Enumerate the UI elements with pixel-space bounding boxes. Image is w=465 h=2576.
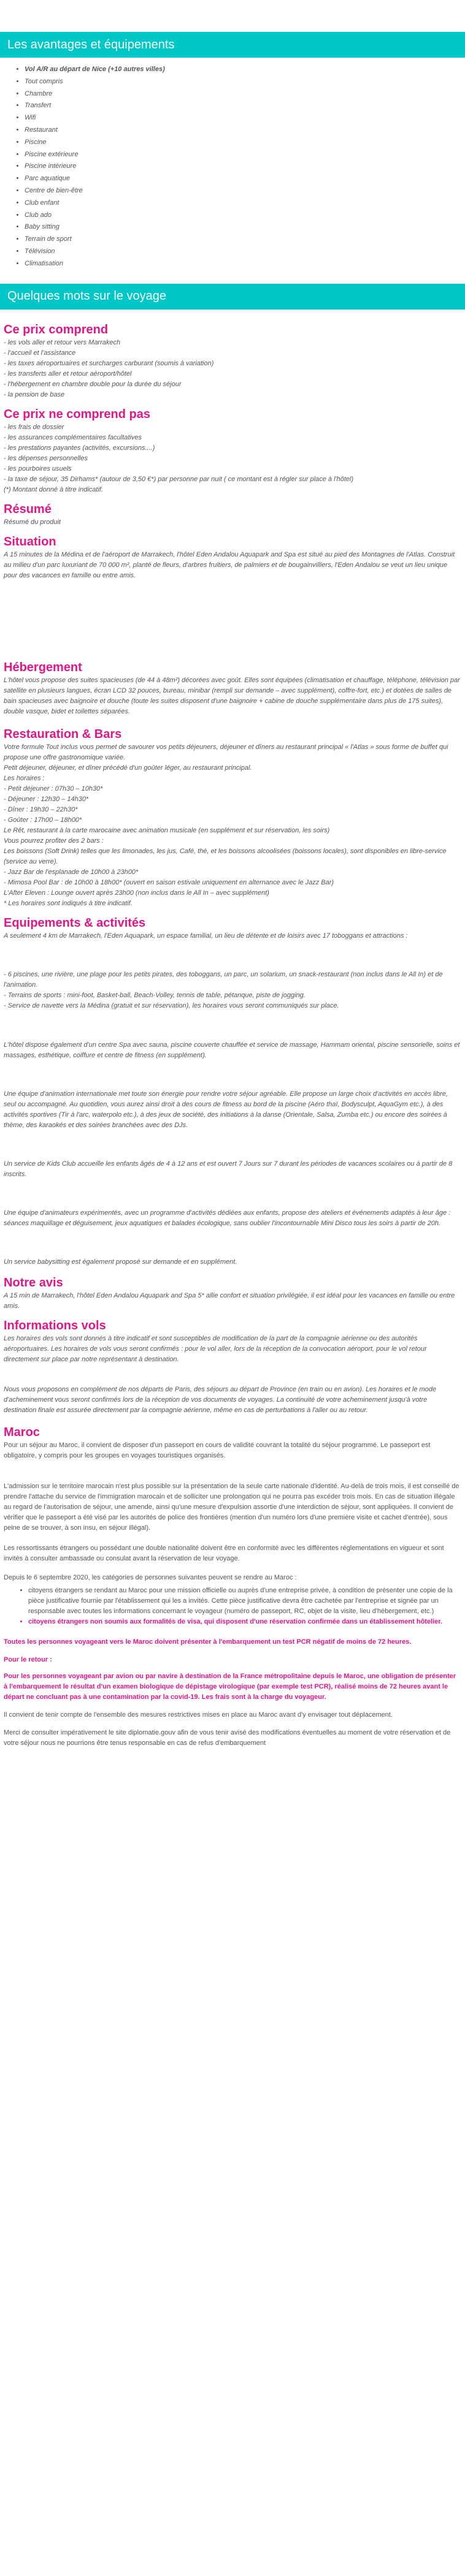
restauration-text <box>4 742 461 910</box>
voyage-content <box>0 310 465 1749</box>
info-vols-heading: Informations vols <box>4 1319 106 1333</box>
list-item: Le Rêt, restaurant à la carte marocaine avec animation musicale (en supplément et sur réservation, les soirs) <box>4 826 330 834</box>
list-item: - la taxe de séjour, 35 Dirhams* (autour de 3,50 €*) par personne par nuit ( ce montant est à régler sur place à l'hôtel) <box>4 476 354 484</box>
list-item: - les taxes aéroportuaires et surcharges carburant (soumis à variation) <box>4 359 214 367</box>
avantages-section <box>0 32 465 270</box>
list-item: - les pourboires usuels <box>4 465 72 473</box>
list-item: - Déjeuner : 12h30 – 14h30* <box>4 795 89 803</box>
avantage-item: • Piscine intérieure <box>25 161 465 173</box>
list-item: - l'hébergement en chambre double pour la durée du séjour <box>4 380 182 388</box>
avantage-item: • Centre de bien-être <box>25 185 465 197</box>
avantage-item: • Piscine extérieure <box>25 149 465 161</box>
list-item: Votre formule Tout inclus vous permet de savourer vos petits déjeuners, déjeuner et dîners au restaurant principal « l'Atlas » sous forme de buffet qui propose une offre gastronomique variée. <box>4 743 448 761</box>
avantage-item: • Terrain de sport <box>25 234 465 246</box>
diplomatie-text: Merci de consulter impérativement le site diplomatie.gouv afin de vous tenir avisé des modifications éventuelles au moment de votre réservation et de votre séjour nous ne pourrions être tenus responsable en cas de refus d'embarquement <box>4 1729 451 1747</box>
covid-test-text: Toutes les personnes voyageant vers le Maroc doivent présenter à l'embarquement un test PCR négatif de moins de 72 heures. <box>4 1638 412 1646</box>
avantage-item: • Parc aquatique <box>25 173 465 185</box>
list-item: • citoyens étrangers non soumis aux formalités de visa, qui disposent d'une réservation confirmée dans un établissement hôtelier. <box>28 1617 461 1627</box>
list-item: - 6 piscines, une rivière, une plage pour les petits pirates, des toboggans, un parc, un solarium, un snack-restaurant (non inclus dans le All In) et de l'animation. <box>4 971 443 989</box>
list-item: - Petit déjeuner : 07h30 – 10h30* <box>4 785 103 792</box>
prix-ne-comprend-list <box>4 422 461 495</box>
avantage-item: • Piscine <box>25 137 465 149</box>
avantage-item: • Club ado <box>25 210 465 222</box>
list-item: Vous pourrez profiter des 2 bars : <box>4 837 104 845</box>
list-item: (*) Montant donné à titre indicatif. <box>4 486 104 494</box>
list-item: - Mimosa Pool Bar : de 10h00 à 18h00* (ouvert en saison estivale uniquement en alternance avec le Jazz Bar) <box>4 879 334 887</box>
list-item: - l'accueil et l'assistance <box>4 349 76 357</box>
animateurs-text: Une équipe d'animateurs expérimentés, avec un programme d'activités dédiées aux enfants, propose des ateliers et événements adaptés à leur âge : séances maquillage et déguisement, jeux aquatiques et balades écologique, sans oublier l'incontournable Mini Disco tous les soirs à partir de 20h. <box>4 1209 451 1227</box>
avantage-item: • Climatisation <box>25 258 465 270</box>
list-item: L'After Eleven : Lounge ouvert après 23h00 (non inclus dans le All In – avec supplément) <box>4 889 269 897</box>
list-item: - Service de navette vers la Médina (gratuit et sur réservation), les horaires vous seront communiqués sur place. <box>4 1002 339 1010</box>
list-item: • citoyens étrangers se rendant au Maroc pour une mission officielle ou auprès d'une entreprise privée, à condition de présenter une copie de la pièce justificative fournie par l'établissement qui les a invités. Cette pièce justificative devra être cachetée par l'entreprise et signée par un responsable avec toutes les informations concernant le voyageur (numéro de passeport, RC, objet de la visite, lieu d'hébergement, etc.) <box>28 1586 461 1617</box>
list-item: Petit déjeuner, déjeuner, et dîner précédé d'un goûter léger, au restaurant principal. <box>4 764 252 772</box>
situation-text: A 15 minutes de la Médina et de l'aéroport de Marrakech, l'hôtel Eden Andalou Aquapark and Spa est situé au pied des Montagnes de l'Atlas. Construit au milieu d'un parc luxuriant de 70 000 m², planté de fleurs, d'arbres fruitiers, de palmiers et de bougainvilliers, l'Eden Andalou se veut un lieu unique pour des vacances en famille ou entre amis. <box>4 551 455 580</box>
resume-heading: Résumé <box>4 503 52 517</box>
avantage-item: • Wifi <box>25 112 465 124</box>
avantage-item: • Tout compris <box>25 76 465 88</box>
kids-club-text: Un service de Kids Club accueille les enfants âgés de 4 à 12 ans et est ouvert 7 Jours sur 7 durant les périodes de vacances scolaires ou à partir de 8 inscrits. <box>4 1160 453 1178</box>
retour-text: Pour les personnes voyageant par avion ou par navire à destination de la France métropolitaine depuis le Maroc, une obligation de présenter à l'embarquement le résultat d'un examen biologique de dépistage virologique (par exemple test PCR), réalisé moins de 72 heures avant le départ ne concluant pas à une contamination par la covid-19. Les frais sont à la charge du voyageur. <box>4 1673 456 1701</box>
restauration-heading: Restauration & Bars <box>4 727 122 741</box>
info-vols-text-2: Nous vous proposons en complément de nos départs de Paris, des séjours au départ de Province (en train ou en avion). Les horaires et le mode d'acheminement vous seront confirmés lors de la réception de vos documents de voyages. La continuité de votre acheminement jusqu'à votre destination finale est assurée directement par la compagnie aérienne, même en cas de perturbations à l'aller ou au retour. <box>4 1386 437 1415</box>
hebergement-heading: Hébergement <box>4 661 82 675</box>
list-item: - Jazz Bar de l'esplanade de 10h00 à 23h00* <box>4 868 139 876</box>
prix-comprend-heading: Ce prix comprend <box>4 322 109 336</box>
list-item: - Goûter : 17h00 – 18h00* <box>4 816 82 824</box>
hebergement-text: L'hôtel vous propose des suites spacieuses (de 44 à 48m²) décorées avec goût. Elles sont équipées (climatisation et chauffage, téléphone, télévision par satellite en plusieurs langues, écran LCD 32 pouces, bureau, minibar (rempli sur demande – avec supplément), coffre-fort, etc.) et dotées de salles de bain spacieuses avec baignoire et douche (toute les suites disposent d'une baignoire + cabine de douche supplémentaire dans plus de 175 suites), double vasque, bidet et toilettes séparées. <box>4 677 460 716</box>
list-item: - les transferts aller et retour aéroport/hôtel <box>4 370 132 378</box>
voyage-title: Quelques mots sur le voyage <box>0 284 465 310</box>
notre-avis-heading: Notre avis <box>4 1276 63 1290</box>
avantages-list <box>0 64 465 270</box>
maroc-text-4: Depuis le 6 septembre 2020, les catégories de personnes suivantes peuvent se rendre au Maroc : <box>4 1573 297 1581</box>
avantage-item: • Télévision <box>25 246 465 258</box>
prix-comprend-list <box>4 338 461 400</box>
list-item: Les boissons (Soft Drink) telles que les limonades, les jus, Café, thé, et les boissons alcoolisées (boissons locales), sont disponibles en libre-service (service au verre). <box>4 848 447 866</box>
list-item: - les vols aller et retour vers Marrakech <box>4 338 121 346</box>
maroc-categories-list <box>4 1586 461 1627</box>
list-item: - Dîner : 19h30 – 22h30* <box>4 805 78 813</box>
list-item: - les frais de dossier <box>4 423 64 431</box>
maroc-text-2: L'admission sur le territoire marocain n'est plus possible sur la présentation de la seule carte nationale d'identité. Au-delà de trois mois, il est conseillé de prendre l'attache du service de l'immigration marocain et de solliciter une prolongation qui ne pourra pas excéder trois mois. En cas de situation illégale au regard de l'autorisation de séjour, une amende, ainsi qu'une mesure d'expulsion assortie d'une interdiction de séjour, sont appliquées. Il convient de vérifier que le passeport a été visé par les autorités de police des frontières (mention d'un numéro lors d'une première visite et cachet d'entrée), sous peine de se trouver, à son insu, en séjour illégal). <box>4 1482 459 1532</box>
equipements-intro: A seulement 4 km de Marrakech, l'Eden Aquapark, un espace familial, un lieu de détente et de loisirs avec 17 toboggans et attractions : <box>4 932 408 940</box>
list-item: - Terrains de sports : mini-foot, Basket-ball, Beach-Volley, tennis de table, pétanque, piste de jogging. <box>4 992 306 1000</box>
situation-heading: Situation <box>4 535 56 549</box>
avantage-item: • Chambre <box>25 88 465 101</box>
maroc-heading: Maroc <box>4 1426 40 1440</box>
list-item: - la pension de base <box>4 390 65 398</box>
equipements-list <box>4 970 461 1011</box>
equipements-heading: Equipements & activités <box>4 916 146 930</box>
retour-heading: Pour le retour : <box>4 1656 52 1664</box>
avantage-item: • Transfert <box>25 100 465 112</box>
babysitting-text: Un service babysitting est également proposé sur demande et en supplément. <box>4 1258 237 1266</box>
resume-text: Résumé du produit <box>4 519 61 526</box>
maroc-text-3: Les ressortissants étrangers ou possédant une double nationalité doivent être en conformité avec les différentes réglementations en vigueur et sont invités à consulter ambassade ou consulat avant la réservation de leur voyage. <box>4 1544 444 1562</box>
notre-avis-text: A 15 min de Marrakech, l'hôtel Eden Andalou Aquapark and Spa 5* allie confort et situation privilégiée, il est idéal pour les vacances en famille ou entre amis. <box>4 1292 455 1310</box>
animation-text: Une équipe d'animation internationale met toute son énergie pour rendre votre séjour agréable. Elle propose un large choix d'activités en accès libre, seul ou accompagné. Au quotidien, vous aurez ainsi droit à des cours de fitness au bord de la piscine (Aéro thaï, Bodysculpt, AquaGym etc.), à des activités sportives (Tir à l'arc, waterpolo etc.), à des jeux de société, des initiations à la danse (Orientale, Salsa, Zumba etc.) ou encore des soirées à thème, des karaokés et des soirées branchées avec des DJs. <box>4 1090 448 1129</box>
list-item: - les assurances complémentaires facultatives <box>4 433 142 441</box>
maroc-text-1: Pour un séjour au Maroc, il convient de disposer d'un passeport en cours de validité couvrant la totalité du séjour programmé. Le passeport est obligatoire, y compris pour les groupes en voyages touristiques organisés. <box>4 1442 431 1460</box>
spa-text: L'hôtel dispose également d'un centre Spa avec sauna, piscine couverte chauffée et service de massage, Hammam oriental, piscine sensorielle, soins et massages, esthétique, coiffure et centre de fitness (en supplément). <box>4 1041 460 1059</box>
avantage-item: • Baby sitting <box>25 221 465 234</box>
avantage-item: • Restaurant <box>25 124 465 137</box>
list-item: - les dépenses personnelles <box>4 454 88 462</box>
list-item: Les horaires : <box>4 774 45 782</box>
info-vols-text-1: Les horaires des vols sont donnés à titre indicatif et sont susceptibles de modification de la part de la compagnie aérienne ou des autorités aéroportuaires. Les horaires de vols vous seront confirmés : pour le vol aller, lors de la réception de la convocation aéroport, pour le vol retour directement sur place par notre représentant à destination. <box>4 1335 427 1364</box>
avantage-item: • Club enfant <box>25 197 465 210</box>
restrictions-text: Il convient de tenir compte de l'ensemble des mesures restrictives mises en place au Maroc avant d'y envisager tout déplacement. <box>4 1711 393 1719</box>
list-item: - les prestations payantes (activités, excursions....) <box>4 444 155 452</box>
list-item: * Les horaires sont indiqués à titre indicatif. <box>4 900 133 908</box>
avantage-item: • Vol A/R au départ de Nice (+10 autres villes) <box>25 64 465 76</box>
avantages-title: Les avantages et équipements <box>0 32 465 58</box>
prix-ne-comprend-heading: Ce prix ne comprend pas <box>4 407 150 421</box>
